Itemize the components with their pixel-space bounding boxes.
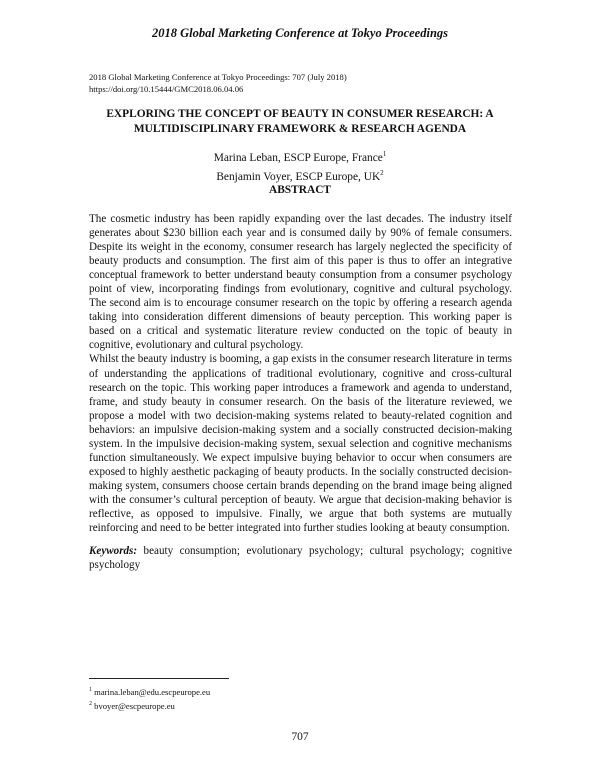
footnote-mark: 1 [89,687,92,693]
abstract-heading: ABSTRACT [268,184,332,196]
authors-block [0,147,600,185]
author-2 [0,166,600,185]
footnote-email: bvoyer@escpeurope.eu [94,700,175,711]
paper-title [70,107,530,137]
author-1 [0,147,600,166]
abstract-paragraph-2: Whilst the beauty industry is booming, a gap exists in the consumer research literature in terms of understanding the applications of traditional evolutionary, cognitive and cross-cultural research on the topic. This working paper introduces a framework and agenda to understand, frame, and study beauty in consumer research. On the basis of the literature reviewed, we propose a model with two decision-making systems related to beauty-related cognition and behaviors: an impulsive decision-making system and a socially constructed decision-making system. In the impulsive decision-making system, sexual selection and cognitive mechanisms function simultaneously. We expect impulsive buying behavior to occur when consumers are exposed to highly aesthetic packaging of beauty products. In the socially constructed decision-making system, consumers choose certain brands depending on the brand image being aligned with the consumer’s cultural perception of beauty. We argue that decision-making behavior is reflective, as opposed to impulsive. Finally, we argue that both systems are mutually reinforcing and need to be better integrated into further studies looking at beauty consumption. [89,353,512,535]
running-header: 2018 Global Marketing Conference at Tokyo Proceedings [151,26,449,40]
page-number: 707 [291,731,309,743]
footnote-divider [89,678,229,679]
footnote-2 [89,698,210,712]
citation-block [89,71,347,95]
footnote-email: marina.leban@edu.escpeurope.eu [94,686,211,697]
title-line-2: MULTIDISCIPLINARY FRAMEWORK & RESEARCH AGENDA [133,123,467,135]
title-line-1: EXPLORING THE CONCEPT OF BEAUTY IN CONSUMER RESEARCH: A [106,108,494,120]
abstract-body [89,212,512,572]
keywords [89,544,512,572]
keywords-label: Keywords: [89,545,138,558]
abstract-paragraph-1: The cosmetic industry has been rapidly expanding over the last decades. The industry itself generates about $230 billion each year and is consumed daily by 90% of female consumers. Despite its weight in the economy, consumer research has largely neglected the specificity of beauty products and consumption. The first aim of this paper is thus to offer an integrative conceptual framework to better understand beauty consumption from a consumer psychology point of view, incorporating findings from evolutionary, cognitive and cultural psychology. The second aim is to encourage consumer research on the topic by offering a research agenda taking into consideration different dimensions of beauty perception. This working paper is based on a critical and systematic literature review conducted on the topic of beauty in cognitive, evolutionary and cultural psychology. [89,213,512,352]
footnote-mark: 1 [382,150,387,158]
author-name: Marina Leban, ESCP Europe, France [213,151,383,164]
footnote-1 [89,684,210,698]
footnote-mark: 2 [89,700,92,707]
keywords-text: beauty consumption; evolutionary psychology; cultural psychology; cognitive psychology [89,545,512,572]
citation-line: 2018 Global Marketing Conference at Tokyo Proceedings: 707 (July 2018) [89,72,347,82]
footnote-mark: 2 [380,168,384,177]
doi-line: https://doi.org/10.15444/GMC2018.06.04.06 [89,84,244,94]
author-name: Benjamin Voyer, ESCP Europe, UK [216,170,381,183]
footnotes [89,684,210,712]
